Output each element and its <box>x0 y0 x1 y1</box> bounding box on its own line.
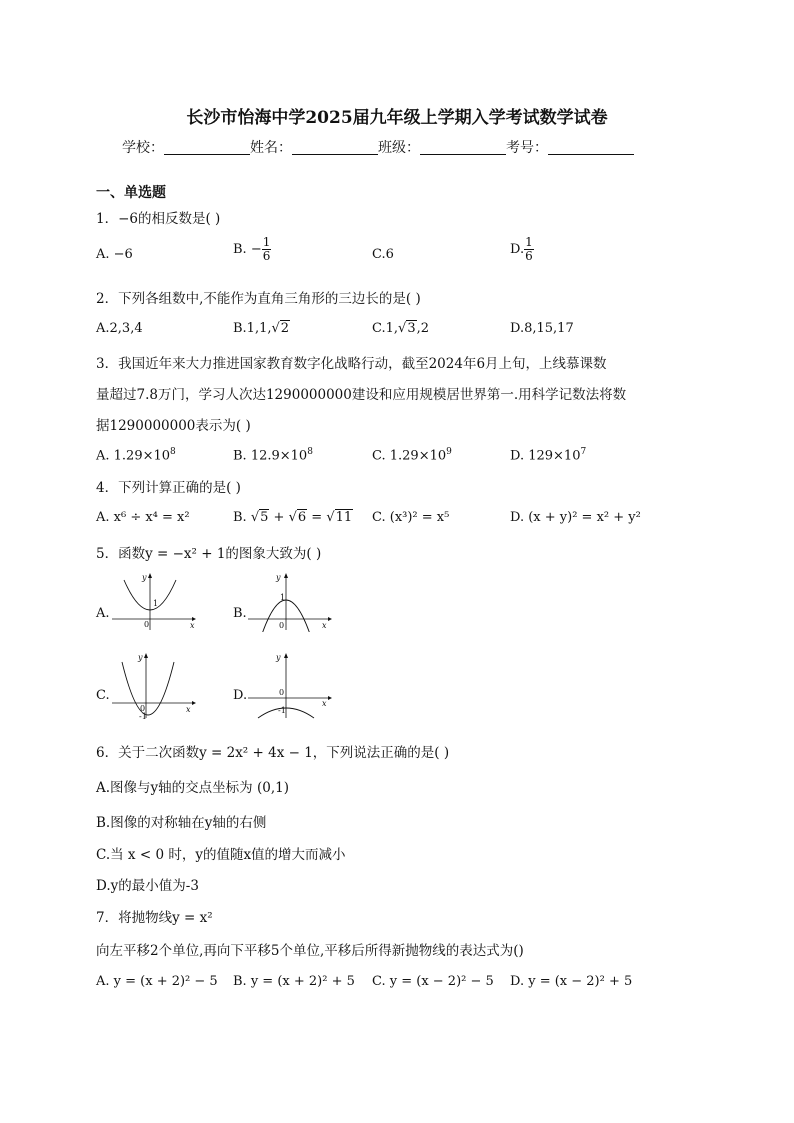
q7-option-d[interactable]: D. y = (x − 2)² + 5 <box>510 974 633 989</box>
svg-text:x: x <box>190 621 195 630</box>
q7-line-2: 向左平移2个单位,再向下平移5个单位,平移后所得新抛物线的表达式为() <box>96 943 524 959</box>
q1-d-fraction: $\frac{1}{6}$ <box>525 235 533 264</box>
q5-graph-b[interactable] <box>246 570 336 632</box>
svg-text:-1: -1 <box>278 706 286 715</box>
svg-text:0: 0 <box>144 620 150 629</box>
svg-text:y: y <box>276 653 281 662</box>
q3-option-a[interactable]: A. $1.29\times 10^8$ <box>96 447 176 464</box>
svg-text:y: y <box>138 653 143 662</box>
svg-text:x: x <box>322 699 327 708</box>
svg-text:y: y <box>142 573 147 582</box>
q3-option-c[interactable]: C. $1.29\times 10^9$ <box>372 447 452 464</box>
student-info-line <box>122 137 634 157</box>
class-label: 班级： <box>378 140 420 156</box>
q6-option-a[interactable]: A.图像与y轴的交点坐标为 (0,1) <box>96 780 289 796</box>
svg-text:x: x <box>186 705 191 714</box>
svg-text:1: 1 <box>153 599 159 608</box>
q1-b-fraction: $\frac{1}{6}$ <box>262 235 271 264</box>
q6-option-c[interactable]: C.当 x < 0 时，y的值随x值的增大而减小 <box>96 847 346 863</box>
q2-option-a[interactable]: A.2,3,4 <box>96 321 143 336</box>
q6-option-d[interactable]: D.y的最小值为-3 <box>96 878 199 894</box>
svg-text:0: 0 <box>279 688 285 697</box>
q1-option-c[interactable]: C.6 <box>372 247 394 262</box>
q6-stem: 6．关于二次函数y = 2x² + 4x − 1，下列说法正确的是( ) <box>96 745 450 761</box>
q3-line-2: 量超过7.8万门，学习人次达1290000000建设和应用规模居世界第一.用科学记数法将数 <box>96 387 627 403</box>
q5-option-a[interactable]: A. <box>96 606 110 621</box>
school-blank[interactable] <box>164 140 250 155</box>
q5-stem: 5．函数y = −x² + 1的图象大致为( ) <box>96 546 322 562</box>
q4-option-b[interactable]: B. √5 + √6 = √11 <box>233 510 353 525</box>
name-blank[interactable] <box>292 140 378 155</box>
svg-text:x: x <box>322 621 327 630</box>
q1-option-b[interactable]: B. − $\frac{1}{6}$ <box>233 235 271 264</box>
q5-graph-d[interactable] <box>246 650 336 720</box>
svg-text:0: 0 <box>140 704 146 713</box>
q4-option-c[interactable]: C. (x³)² = x⁵ <box>372 510 450 525</box>
q3-line-3: 据1290000000表示为( ) <box>96 418 251 434</box>
q7-option-c[interactable]: C. y = (x − 2)² − 5 <box>372 974 494 989</box>
q5-option-c[interactable]: C. <box>96 688 110 703</box>
q4-stem: 4．下列计算正确的是( ) <box>96 480 241 496</box>
name-label: 姓名： <box>250 140 292 156</box>
q7-stem: 7．将抛物线y = x² <box>96 910 213 926</box>
q5-graph-c[interactable] <box>110 650 200 720</box>
q5-graph-a[interactable] <box>110 570 200 632</box>
svg-text:y: y <box>276 573 281 582</box>
q1-option-d[interactable]: D. $\frac{1}{6}$ <box>510 235 533 264</box>
q4-option-d[interactable]: D. (x + y)² = x² + y² <box>510 510 641 525</box>
svg-text:-1: -1 <box>139 712 147 720</box>
q3-line-1: 3．我国近年来大力推进国家教育数字化战略行动，截至2024年6月上旬，上线慕课数 <box>96 356 607 372</box>
exam-title: 长沙市怡海中学2025届九年级上学期入学考试数学试卷 <box>186 108 608 128</box>
q1-option-a[interactable]: A. −6 <box>96 247 133 262</box>
svg-text:1: 1 <box>280 593 286 602</box>
q6-option-b[interactable]: B.图像的对称轴在y轴的右侧 <box>96 815 267 831</box>
number-label: 考号： <box>506 140 548 156</box>
q5-option-b[interactable]: B. <box>233 606 247 621</box>
q1-stem: 1．−6的相反数是( ) <box>96 211 221 227</box>
q5-option-d[interactable]: D. <box>233 688 248 703</box>
q7-option-b[interactable]: B. y = (x + 2)² + 5 <box>233 974 355 989</box>
q2-stem: 2．下列各组数中,不能作为直角三角形的三边长的是( ) <box>96 291 421 307</box>
school-label: 学校： <box>122 140 164 156</box>
svg-text:0: 0 <box>279 621 285 630</box>
q2-option-b[interactable]: B.1,1,√2 <box>233 321 290 336</box>
q3-option-d[interactable]: D. $129\times 10^7$ <box>510 447 587 464</box>
q7-option-a[interactable]: A. y = (x + 2)² − 5 <box>96 974 218 989</box>
q2-option-d[interactable]: D.8,15,17 <box>510 321 574 336</box>
class-blank[interactable] <box>420 140 506 155</box>
number-blank[interactable] <box>548 140 634 155</box>
q2-option-c[interactable]: C.1,√3,2 <box>372 321 430 336</box>
section-heading: 一、单选题 <box>96 185 166 201</box>
q4-option-a[interactable]: A. x⁶ ÷ x⁴ = x² <box>96 510 190 525</box>
q3-option-b[interactable]: B. $12.9\times 10^8$ <box>233 447 313 464</box>
